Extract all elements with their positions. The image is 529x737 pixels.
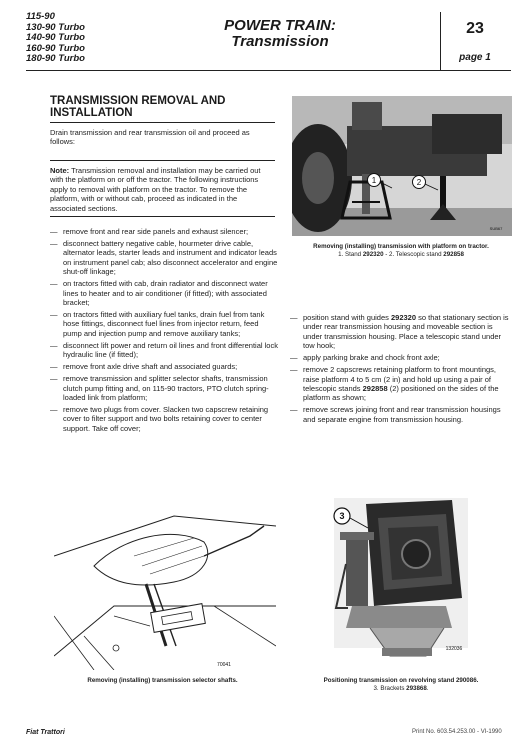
model-item: 115-90 xyxy=(26,11,55,22)
list-item: — apply parking brake and chock front axle; xyxy=(290,353,512,362)
page-title-line1: POWER TRAIN: xyxy=(224,17,336,34)
list-item: — remove two plugs from cover. Slacken two capscrew retaining cover to filter support and two bolts retaining cover to center support. Take off cover; xyxy=(50,405,278,433)
figure-caption xyxy=(50,677,275,685)
step-text: on tractors fitted with auxiliary fuel tanks, drain fuel from tank hose fittings, disconnect fuel lines from injector return, feed pump and injection pump and remove auxiliary tanks; xyxy=(63,310,265,338)
model-item: 180-90 Turbo xyxy=(26,53,85,64)
caption-title: Removing (installing) transmission with platform on tractor. xyxy=(313,243,489,250)
step-text: remove front and rear side panels and exhaust silencer; xyxy=(63,227,249,236)
figure-code: 70041 xyxy=(217,662,231,668)
note-label: Note: xyxy=(50,166,70,175)
removal-steps-list xyxy=(50,227,278,436)
step-text: position stand with guides 292320 so that stationary section is under rear transmission housing and moveable section is under transmission housing. Place a telescopic stand under tow hook; xyxy=(303,313,509,351)
step-text: remove two plugs from cover. Slacken two capscrew retaining cover to filter support and two bolts retaining cover to center support. Take off cover; xyxy=(63,405,269,433)
figure-callout: 2 xyxy=(416,178,422,187)
selector-shaft-figure xyxy=(54,496,276,670)
list-item: — disconnect lift power and return oil lines and front differential lock hydraulic line (if fitted); xyxy=(50,340,278,360)
caption-title: Positioning transmission on revolving stand 290086. xyxy=(323,677,479,684)
model-item: 160-90 Turbo xyxy=(26,42,85,54)
step-text: remove 2 capscrews retaining platform to front mountings, raise platform 4 to 5 cm (2 in) and hold up using a pair of telescopic stands 292858 (2) positioned on the sides of the platform as shown; xyxy=(303,365,499,403)
step-text: apply parking brake and chock front axle; xyxy=(303,353,440,363)
caption-title: Removing (installing) transmission selector shafts. xyxy=(87,677,238,684)
page-title-line2: Transmission xyxy=(231,33,329,50)
section-heading-line1: TRANSMISSION REMOVAL AND xyxy=(50,95,226,107)
figure-caption: Positioning transmission on revolving stand 290086. 3. Brackets 293868. xyxy=(323,677,479,692)
section-heading xyxy=(50,95,280,119)
list-item: — disconnect battery negative cable, hourmeter drive cable, alternator leads, starter leads and instrument and indicator leads on instrument panel cab; also disconnect accelerator and engine shut-off linkage; xyxy=(50,239,278,277)
step-text: on tractors fitted with cab, drain radiator and disconnect water lines to heater and to air conditioner (if fitted); with associated bracket; xyxy=(63,279,268,308)
note-text: Transmission removal and installation may be carried out with the platform on or off the tractor. The following instructions apply to removal with platform on the tractor. To remove the platform, with or without cab, proceed as indicated in the associated sections. xyxy=(50,166,261,213)
list-item: — on tractors fitted with auxiliary fuel tanks, drain fuel from tank hose fittings, disconnect fuel lines from injector return, feed pump and injection pump and remove auxiliary tanks; xyxy=(50,310,278,338)
model-item: 130-90 Turbo xyxy=(26,21,85,33)
note-box xyxy=(50,160,275,217)
section-heading-underline xyxy=(50,122,275,123)
header-divider xyxy=(26,70,440,71)
list-item: — remove front and rear side panels and exhaust silencer; xyxy=(50,227,278,236)
figure-code: 132036 xyxy=(445,646,463,652)
model-item: 140-90 Turbo xyxy=(26,32,85,43)
tractor-stand-figure xyxy=(292,96,512,236)
intro-paragraph: Drain transmission and rear transmission oil and proceed as follows: xyxy=(50,128,250,147)
figure-callout: 1 xyxy=(371,176,377,185)
step-text: disconnect battery negative cable, hourmeter drive cable, alternator leads, starter leads and instrument and indicator leads on instrument panel cab; also disconnect accelerator and engine shut-off linkage; xyxy=(63,239,278,277)
figure-callout: 3 xyxy=(339,511,345,521)
list-item: — remove transmission and splitter selector shafts, transmission clutch pump fitting and, on 115-90 tractors, PTO clutch spring-loaded link from platform; xyxy=(50,374,278,402)
page-title xyxy=(200,18,360,50)
step-text: disconnect lift power and return oil lines and front differential lock hydraulic line (if fitted); xyxy=(63,340,278,360)
model-list xyxy=(26,12,85,65)
step-text: remove transmission and splitter selector shafts, transmission clutch pump fitting and, on 115-90 tractors, PTO clutch spring-loaded link from platform; xyxy=(63,374,269,403)
list-item: — remove front axle drive shaft and associated guards; xyxy=(50,362,278,371)
list-item: — remove screws joining front and rear transmission housings and separate engine from transmission housing. xyxy=(290,405,512,424)
list-item: — remove 2 capscrews retaining platform to front mountings, raise platform 4 to 5 cm (2 in) and hold up using a pair of telescopic stands 292858 (2) positioned on the sides of the platform as shown; xyxy=(290,365,512,403)
figure-code: SUB67 xyxy=(489,226,503,231)
footer-print-number: Print No. 603.54.253.00 - VI-1990 xyxy=(412,729,502,735)
installation-steps-list xyxy=(290,313,512,427)
list-item: — on tractors fitted with cab, drain radiator and disconnect water lines to heater and to air conditioner (if fitted); with associated bracket; xyxy=(50,279,278,307)
list-item: — position stand with guides 292320 so that stationary section is under rear transmission housing and moveable section is under transmission housing. Place a telescopic stand under tow hook; xyxy=(290,313,512,351)
page-number: page 1 xyxy=(459,52,491,63)
section-heading-line2: INSTALLATION xyxy=(50,107,133,119)
step-text: remove front axle drive shaft and associated guards; xyxy=(63,362,238,372)
revolving-stand-figure xyxy=(326,488,472,662)
step-text: remove screws joining front and rear transmission housings and separate engine from transmission housing. xyxy=(303,405,501,424)
section-number: 23 xyxy=(466,20,484,37)
figure-caption: Removing (installing) transmission with platform on tractor. 1. Stand 292320 - 2. Telescopic stand 292858 xyxy=(313,243,489,258)
footer-publisher: Fiat Trattori xyxy=(26,729,65,736)
